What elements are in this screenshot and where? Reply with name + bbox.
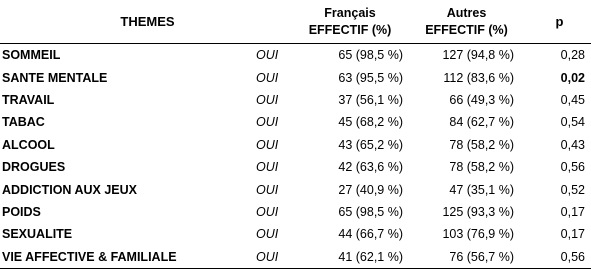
theme-cell: VIE AFFECTIVE & FAMILIALE: [0, 246, 250, 269]
header-autres-effectif: EFFECTIF (%): [425, 22, 508, 37]
header-autres-group: Autres: [446, 5, 487, 20]
theme-cell: TRAVAIL: [2, 92, 55, 107]
response-cell: OUI: [250, 246, 295, 269]
p-value-cell: 0,17: [560, 227, 586, 242]
header-p: p: [528, 0, 591, 44]
response-cell: OUI: [256, 48, 279, 63]
p-value-cell: 0,52: [560, 182, 586, 197]
header-autres: [405, 0, 528, 44]
table-row: [0, 178, 591, 200]
p-value-cell: 0,56: [560, 160, 586, 175]
francais-effectif-cell: 37 (56,1 %): [338, 92, 404, 107]
p-value-cell: 0,02: [560, 70, 586, 85]
table-row: [0, 44, 591, 67]
p-value-cell: 0,17: [560, 204, 586, 219]
table-row: [0, 66, 591, 88]
response-cell: OUI: [256, 92, 279, 107]
header-francais-group: Français: [324, 5, 376, 20]
table-body: [0, 44, 591, 269]
autres-effectif-cell: 78 (58,2 %): [449, 160, 515, 175]
francais-effectif-cell: 43 (65,2 %): [338, 137, 404, 152]
p-value-cell: 0,43: [560, 137, 586, 152]
francais-effectif-cell: 63 (95,5 %): [338, 70, 404, 85]
table-row: [0, 134, 591, 156]
theme-cell: SOMMEIL: [2, 48, 61, 63]
header-themes: THEMES: [0, 0, 295, 44]
response-cell: OUI: [256, 204, 279, 219]
theme-cell: ADDICTION AUX JEUX: [2, 182, 137, 197]
response-cell: OUI: [256, 160, 279, 175]
header-francais-effectif: EFFECTIF (%): [308, 22, 392, 37]
response-cell: OUI: [256, 137, 279, 152]
autres-effectif-cell: 78 (58,2 %): [449, 137, 515, 152]
response-cell: OUI: [256, 115, 279, 130]
francais-effectif-cell: 44 (66,7 %): [338, 227, 404, 242]
francais-effectif-cell: 27 (40,9 %): [338, 182, 404, 197]
theme-cell: SEXUALITE: [2, 227, 73, 242]
table-header-row: [0, 0, 591, 44]
p-value-cell: 0,45: [560, 92, 586, 107]
theme-cell: DROGUES: [2, 160, 66, 175]
response-cell: OUI: [256, 227, 279, 242]
theme-cell: ALCOOL: [2, 137, 55, 152]
response-cell: OUI: [256, 70, 279, 85]
theme-cell: POIDS: [2, 204, 41, 219]
autres-effectif-cell: 47 (35,1 %): [449, 182, 515, 197]
table-row: [0, 223, 591, 245]
table-row: [0, 246, 591, 269]
autres-effectif-cell: 112 (83,6 %): [443, 70, 515, 85]
francais-effectif-cell: 45 (68,2 %): [338, 115, 404, 130]
p-value-cell: 0,28: [560, 48, 586, 63]
table-row: [0, 111, 591, 133]
theme-cell: SANTE MENTALE: [2, 70, 108, 85]
theme-cell: TABAC: [2, 115, 45, 130]
autres-effectif-cell: 76 (56,7 %): [405, 246, 528, 269]
table-row: [0, 156, 591, 178]
autres-effectif-cell: 66 (49,3 %): [449, 92, 515, 107]
table-row: [0, 89, 591, 111]
autres-effectif-cell: 103 (76,9 %): [442, 227, 515, 242]
p-value-cell: 0,56: [528, 246, 591, 269]
francais-effectif-cell: 42 (63,6 %): [338, 160, 404, 175]
francais-effectif-cell: 65 (98,5 %): [338, 204, 404, 219]
autres-effectif-cell: 84 (62,7 %): [449, 115, 515, 130]
p-value-cell: 0,54: [560, 115, 586, 130]
autres-effectif-cell: 125 (93,3 %): [442, 204, 515, 219]
table-row: [0, 201, 591, 223]
response-cell: OUI: [256, 182, 279, 197]
autres-effectif-cell: 127 (94,8 %): [442, 48, 515, 63]
header-francais: [295, 0, 405, 44]
francais-effectif-cell: 65 (98,5 %): [338, 48, 404, 63]
francais-effectif-cell: 41 (62,1 %): [295, 246, 405, 269]
